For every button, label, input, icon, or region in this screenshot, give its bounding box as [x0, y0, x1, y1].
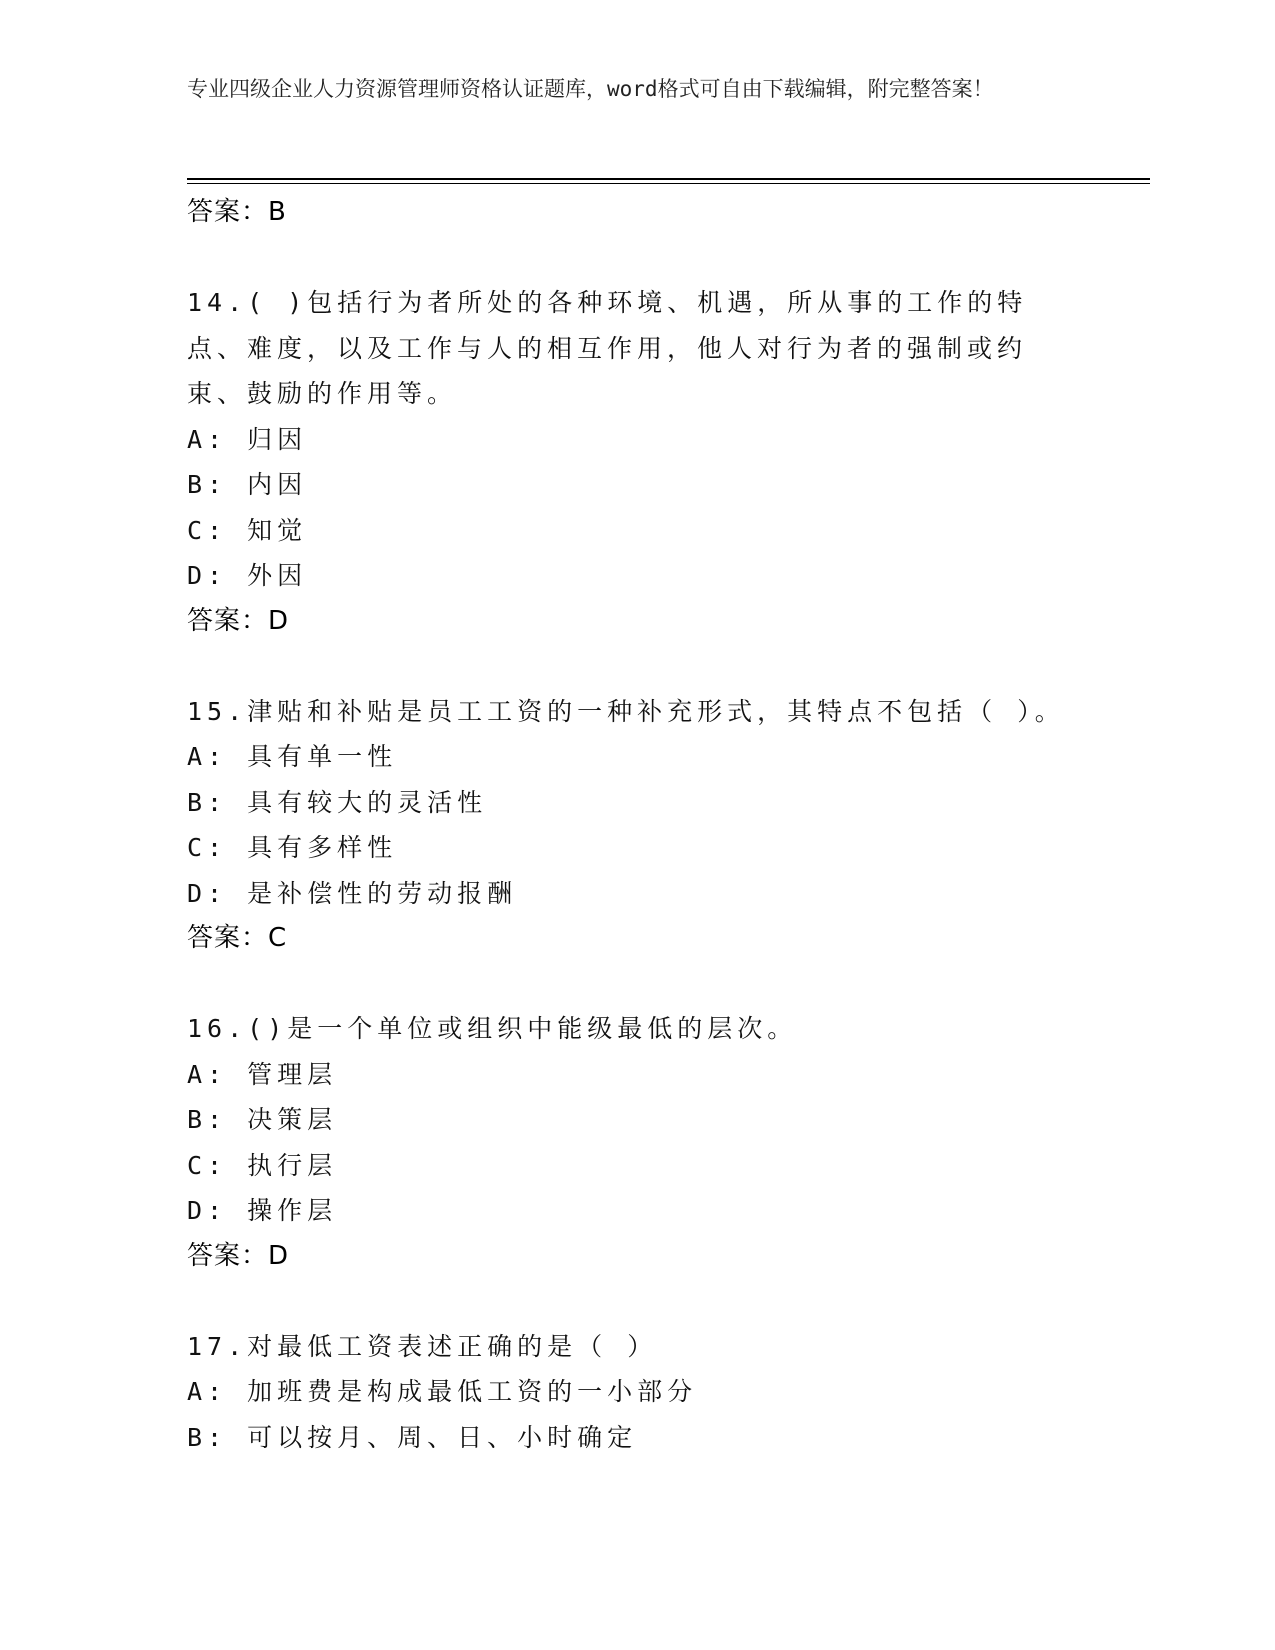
question-text: 16.()是一个单位或组织中能级最低的层次。: [187, 1014, 798, 1043]
option-d: D: 操作层: [187, 1196, 338, 1225]
question-text: 14.( )包括行为者所处的各种环境、机遇，所从事的工作的特点、难度，以及工作与人的相互作用，他人对行为者的强制或约束、鼓励的作用等。: [187, 288, 1028, 408]
question-16: [187, 1006, 1067, 1279]
question-text: 17.对最低工资表述正确的是（ ）: [187, 1331, 658, 1361]
option-c: C: 知觉: [187, 515, 308, 545]
previous-answer: 答案：B: [187, 197, 287, 227]
header-divider-thin: [187, 183, 1150, 184]
answer-line: 答案：C: [187, 923, 288, 953]
question-text: 15.津贴和补贴是员工工资的一种补充形式，其特点不包括（ ）。: [187, 696, 1065, 726]
question-15: [187, 689, 1067, 962]
answer-line: 答案：D: [187, 605, 290, 636]
question-17: [187, 1324, 1067, 1461]
option-b: B: 内因: [187, 470, 308, 499]
option-a: A: 加班费是构成最低工资的一小部分: [187, 1377, 698, 1406]
option-a: A: 管理层: [187, 1059, 338, 1089]
option-a: A: 归因: [187, 424, 308, 454]
option-a: A: 具有单一性: [187, 742, 398, 771]
option-c: C: 具有多样性: [187, 833, 398, 862]
question-14: [187, 280, 1067, 644]
option-b: B: 可以按月、周、日、小时确定: [187, 1422, 638, 1452]
answer-line: 答案：D: [187, 1240, 290, 1271]
question-list: [187, 190, 1067, 1460]
option-b: B: 具有较大的灵活性: [187, 787, 488, 817]
page-header: 专业四级企业人力资源管理师资格认证题库，word格式可自由下载编辑，附完整答案！: [187, 77, 994, 101]
option-d: D: 外因: [187, 561, 308, 590]
header-divider: [187, 178, 1150, 180]
option-d: D: 是补偿性的劳动报酬: [187, 878, 518, 908]
option-c: C: 执行层: [187, 1150, 338, 1180]
option-b: B: 决策层: [187, 1105, 338, 1134]
